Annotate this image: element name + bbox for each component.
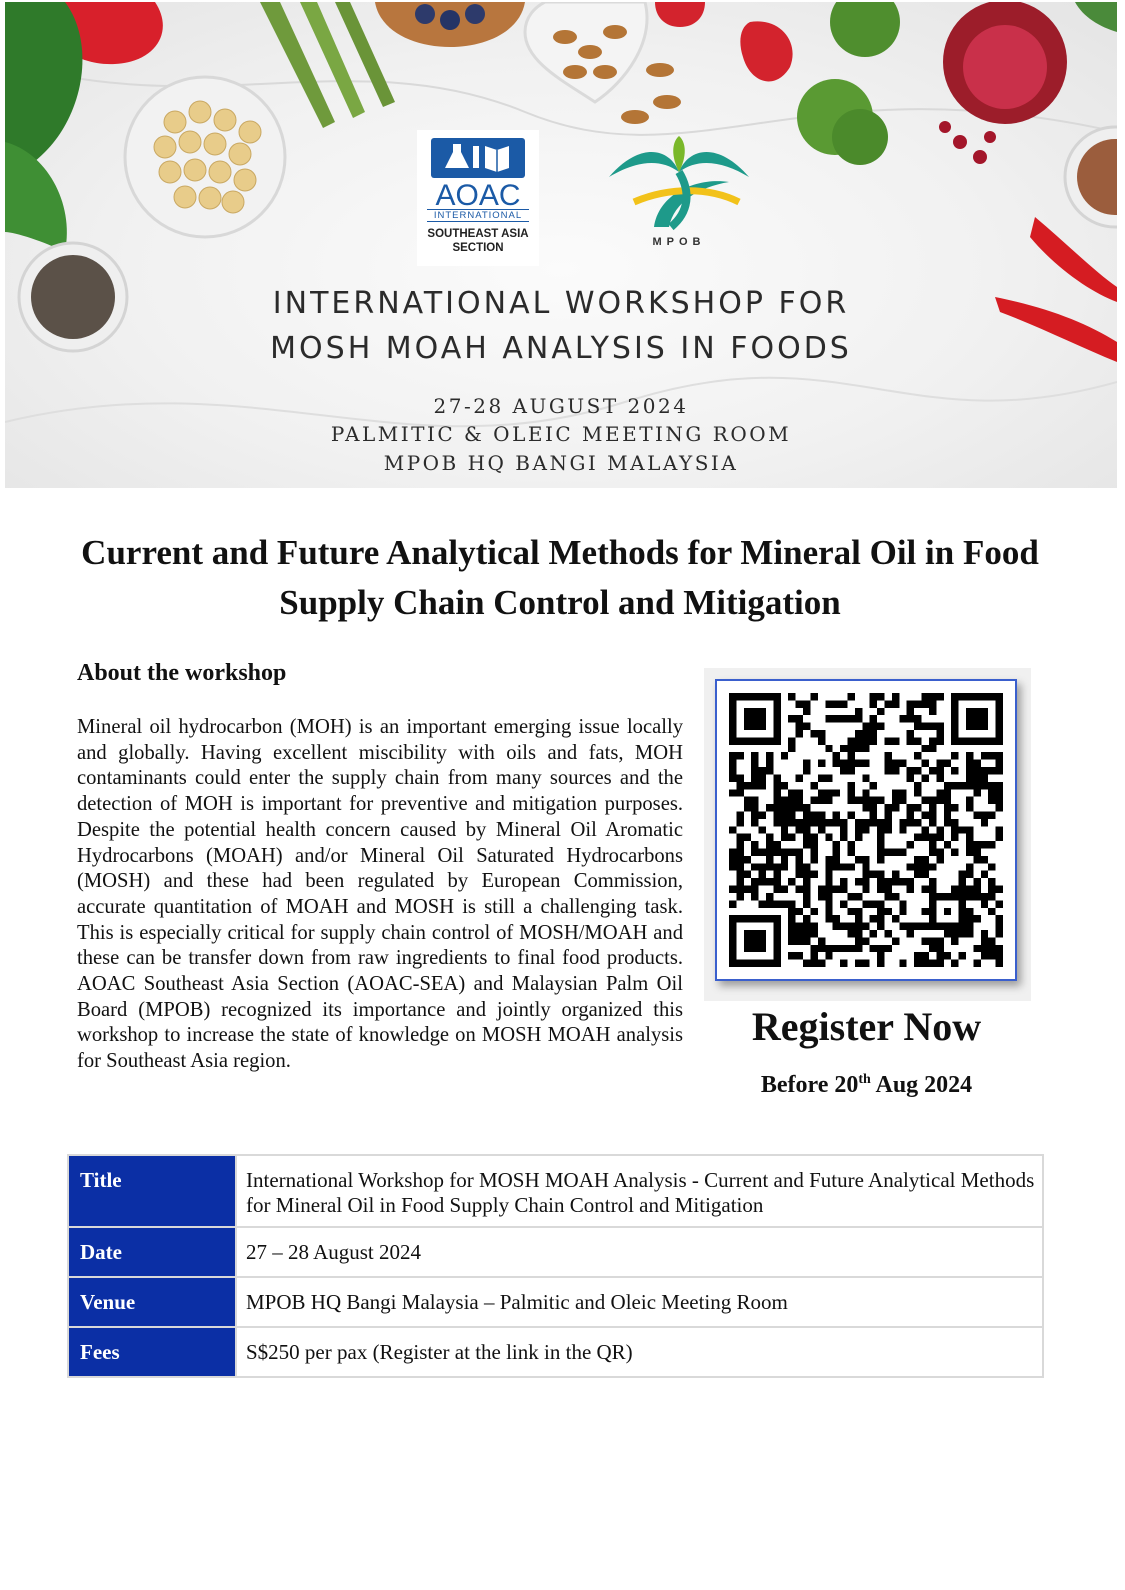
qr-code-panel[interactable]	[704, 668, 1031, 1001]
row-value-venue: MPOB HQ Bangi Malaysia – Palmitic and Oleic Meeting Room	[236, 1277, 1043, 1327]
register-deadline-suffix-sup: th	[858, 1072, 871, 1087]
table-row	[68, 1327, 1043, 1377]
event-banner	[5, 2, 1117, 488]
aoac-logo	[417, 130, 539, 266]
banner-title-line-2: MOSH MOAH ANALYSIS IN FOODS	[270, 331, 852, 366]
mpob-logo	[599, 132, 759, 258]
banner-room: PALMITIC & OLEIC MEETING ROOM	[330, 422, 792, 446]
register-deadline-prefix: Before 20	[760, 1072, 859, 1098]
mpob-logo-name: MPOB	[652, 236, 706, 248]
row-value-title: International Workshop for MOSH MOAH Analysis - Current and Future Analytical Methods for Mineral Oil in Food Supply Chain Control and Mitigation	[236, 1155, 1043, 1227]
banner-location: MPOB HQ BANGI MALAYSIA	[383, 451, 739, 475]
aoac-logo-name: AOAC	[435, 179, 521, 212]
qr-code-frame[interactable]	[715, 679, 1017, 981]
row-value-fees: S$250 per pax (Register at the link in the QR)	[236, 1327, 1043, 1377]
register-deadline	[704, 1072, 1029, 1099]
banner-title-line-1: INTERNATIONAL WORKSHOP FOR	[272, 286, 850, 321]
row-label-fees: Fees	[68, 1327, 236, 1377]
banner-date: 27-28 AUGUST 2024	[433, 394, 689, 418]
table-row	[68, 1277, 1043, 1327]
about-heading: About the workshop	[77, 660, 287, 686]
register-now-heading: Register Now	[751, 1004, 982, 1049]
row-label-venue: Venue	[68, 1277, 236, 1327]
row-label-title: Title	[68, 1155, 236, 1227]
register-deadline-suffix: Aug 2024	[870, 1072, 973, 1098]
event-details-table	[67, 1154, 1044, 1378]
about-paragraph: Mineral oil hydrocarbon (MOH) is an important emerging issue locally and globally. Having excellent miscibility with oils and fats, MOH contaminants could enter the supply chain from many sources and the detection of MOH is important for preventive and mitigation purposes. Despite the potential health concern caused by Mineral Oil Aromatic Hydrocarbons (MOAH) and/or Mineral Oil Saturated Hydrocarbons (MOSH) and these had been regulated by European Commission, accurate quantitation of MOAH and MOSH is still a challenging task. This is especially critical for supply chain control of MOSH/MOAH and these can be transfer down from raw ingredients to final food products. AOAC Southeast Asia Section (AOAC-SEA) and Malaysian Palm Oil Board (MPOB) recognized its importance and jointly organized this workshop to increase the state of knowledge on MOSH MOAH analysis for Southeast Asia region.	[77, 716, 683, 1073]
aoac-logo-international: INTERNATIONAL	[427, 209, 529, 222]
palm-leaf-icon	[599, 132, 759, 232]
aoac-logo-section: SOUTHEAST ASIA SECTION	[427, 228, 529, 254]
row-value-date: 27 – 28 August 2024	[236, 1227, 1043, 1277]
table-row	[68, 1227, 1043, 1277]
table-row	[68, 1155, 1043, 1227]
page-headline: Current and Future Analytical Methods for Mineral Oil in Food Supply Chain Control and Mitigation	[81, 533, 1039, 622]
row-label-date: Date	[68, 1227, 236, 1277]
qr-code-icon[interactable]	[729, 693, 1003, 967]
lab-book-icon	[417, 132, 539, 182]
